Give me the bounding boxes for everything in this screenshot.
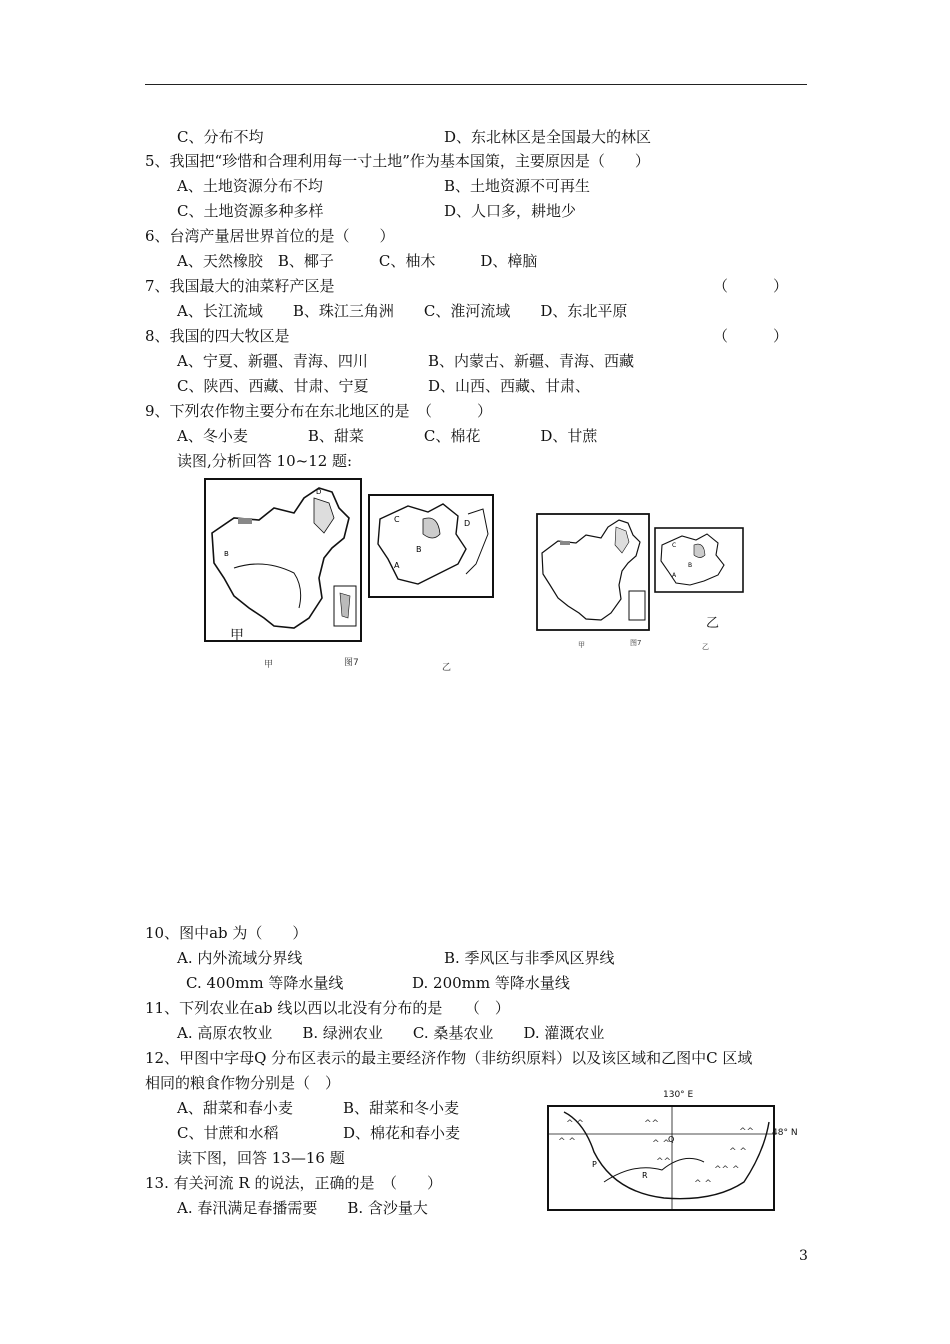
svg-text:^^: ^^: [739, 1127, 755, 1137]
question-13: 13. 有关河流 R 的说法，正确的是 （ ）: [145, 1174, 442, 1192]
question-8-option-d: D、山西、西藏、甘肃、: [428, 377, 591, 395]
svg-text:^^ ^: ^^ ^: [714, 1165, 740, 1175]
svg-text:C: C: [672, 542, 677, 549]
map-jia-label: 甲: [230, 628, 244, 644]
svg-text:D: D: [464, 519, 471, 528]
map-china-jia-small: [536, 513, 650, 631]
map-yi-label-right: 乙: [706, 616, 720, 631]
latitude-label: 48° N: [772, 1128, 798, 1138]
question-4-option-c: C、分布不均: [177, 128, 264, 146]
read-instruction-13-16: 读下图，回答 13—16 题: [177, 1149, 345, 1167]
question-4-option-d: D、东北林区是全国最大的林区: [444, 128, 652, 146]
map-northeast-rivers: [544, 1092, 794, 1220]
question-10-option-c: C. 400mm 等降水量线: [186, 974, 344, 992]
question-8-paren: （ ）: [713, 327, 789, 345]
question-12: 12、甲图中字母Q 分布区表示的最主要经济作物（非纺织原料）以及该区域和乙图中C 区域: [145, 1049, 753, 1067]
question-5-option-a: A、土地资源分布不均: [177, 177, 323, 195]
question-7-options: A、长江流域 B、珠江三角洲 C、淮河流域 D、东北平原: [177, 302, 628, 320]
question-13-options: A. 春汛满足春播需要 B. 含沙量大: [177, 1199, 428, 1217]
longitude-label: 130° E: [663, 1090, 694, 1100]
svg-text:^ ^: ^ ^: [729, 1147, 747, 1157]
question-6: 6、台湾产量居世界首位的是（ ）: [145, 227, 395, 245]
question-10: 10、图中ab 为（ ）: [145, 924, 308, 942]
map-china-jia: [204, 478, 362, 642]
question-12-option-a: A、甜菜和春小麦: [177, 1099, 293, 1117]
question-8-option-c: C、陕西、西藏、甘肃、宁夏: [177, 377, 369, 395]
map-yi-caption: 乙: [442, 663, 452, 673]
question-5: 5、我国把“珍惜和合理利用每一寸土地”作为基本国策，主要原因是（ ）: [145, 152, 650, 170]
question-11: 11、下列农业在ab 线以西以北没有分布的是 （ ）: [145, 999, 510, 1017]
question-5-option-d: D、人口多，耕地少: [444, 202, 577, 220]
question-12-option-c: C、甘蔗和水稻: [177, 1124, 279, 1142]
map-jia-small-caption: 甲: [578, 641, 585, 649]
map-northeast-yi-small: [654, 527, 744, 593]
question-9: 9、下列农作物主要分布在东北地区的是 （ ）: [145, 402, 493, 420]
question-10-option-d: D. 200mm 等降水量线: [412, 974, 570, 992]
svg-text:^ ^: ^ ^: [566, 1119, 584, 1129]
read-instruction-10-12: 读图,分析回答 10~12 题:: [177, 452, 353, 470]
svg-text:B: B: [416, 545, 422, 554]
svg-text:B: B: [688, 562, 693, 569]
svg-text:^^: ^^: [656, 1157, 672, 1167]
question-7: 7、我国最大的油菜籽产区是: [145, 277, 335, 295]
page-number: 3: [799, 1248, 808, 1264]
svg-text:A: A: [394, 561, 400, 570]
question-7-paren: （ ）: [713, 277, 789, 295]
question-12-cont: 相同的粮食作物分别是（ ）: [145, 1074, 341, 1092]
svg-text:D: D: [316, 488, 322, 496]
svg-text:^ ^: ^ ^: [652, 1139, 670, 1149]
svg-text:B: B: [224, 550, 229, 558]
question-12-option-b: B、甜菜和冬小麦: [343, 1099, 460, 1117]
map-northeast-yi: [368, 494, 494, 598]
question-8: 8、我国的四大牧区是: [145, 327, 290, 345]
map-jia-caption: 甲: [264, 660, 274, 670]
svg-text:^ ^: ^ ^: [694, 1179, 712, 1189]
header-rule: [145, 84, 807, 85]
figure-7-caption: 图7: [344, 658, 359, 668]
svg-text:^ ^: ^ ^: [558, 1137, 576, 1147]
map-yi-small-caption: 乙: [702, 643, 709, 651]
question-6-options: A、天然橡胶 B、椰子 C、柚木 D、樟脑: [177, 252, 538, 270]
question-5-option-b: B、土地资源不可再生: [444, 177, 591, 195]
question-5-option-c: C、土地资源多种多样: [177, 202, 324, 220]
question-9-options: A、冬小麦 B、甜菜 C、棉花 D、甘蔗: [177, 427, 598, 445]
question-11-options: A. 高原农牧业 B. 绿洲农业 C. 桑基农业 D. 灌溉农业: [177, 1024, 605, 1042]
svg-text:C: C: [394, 515, 400, 524]
svg-text:P: P: [592, 1160, 597, 1169]
svg-text:R: R: [642, 1171, 648, 1180]
question-10-option-b: B. 季风区与非季风区界线: [444, 949, 615, 967]
question-10-option-a: A. 内外流域分界线: [177, 949, 303, 967]
figure-7-small-caption: 图7: [630, 639, 642, 647]
question-8-option-b: B、内蒙古、新疆、青海、西藏: [428, 352, 635, 370]
svg-text:Q: Q: [668, 1135, 675, 1144]
question-12-option-d: D、棉花和春小麦: [343, 1124, 461, 1142]
question-8-option-a: A、宁夏、新疆、青海、四川: [177, 352, 368, 370]
svg-text:A: A: [672, 572, 677, 579]
svg-text:^^: ^^: [644, 1119, 660, 1129]
